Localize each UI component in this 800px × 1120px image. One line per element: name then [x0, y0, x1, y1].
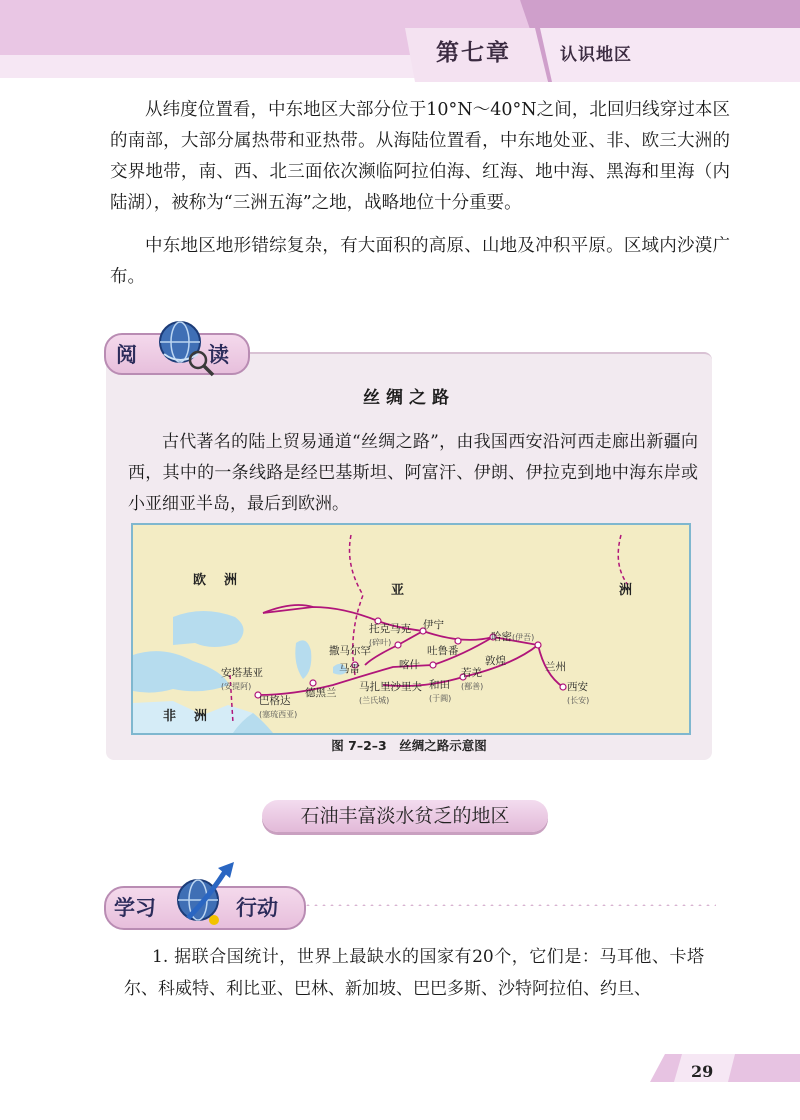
dotted-divider: [304, 904, 716, 906]
chapter-title: 第七章: [436, 40, 511, 66]
learn-label: 学习: [114, 896, 156, 920]
map-city-label: 马雷: [339, 663, 360, 675]
map-region-africa: 非洲: [163, 709, 226, 724]
chapter-subtitle: 认识地区: [560, 45, 632, 65]
paragraph-location: 从纬度位置看，中东地区大部分位于10°N～40°N之间，北回归线穿过本区的南部，大部分属热带和亚热带。从海陆位置看，中东地处亚、非、欧三大洲的交界地带，南、西、北三面依次濒临阿拉伯海、红海、地中海、黑海和里海（内陆湖），被称为“三洲五海”之地，战略地位十分重要。: [110, 100, 730, 213]
reading-text: 古代著名的陆上贸易通道“丝绸之路”，由我国西安沿河西走廊出新疆向西，其中的一条线路是经巴基斯坦、阿富汗、伊朗、伊拉克到地中海东岸或小亚细亚半岛，最后到欧洲。: [128, 432, 698, 514]
map-city-label: 安塔基亚 (安提阿): [221, 667, 263, 691]
map-caption: 图 7–2–3 丝绸之路示意图: [331, 738, 487, 753]
footer-band: [0, 1048, 800, 1088]
map-city-label: 巴格达 (塞琉西亚): [259, 695, 298, 719]
map-city-label: 和田 (于阗): [429, 679, 452, 703]
globe-arrow-icon: [168, 858, 242, 932]
map-region-asia: 亚: [391, 583, 423, 598]
map-city-label: 托克马克 (碎叶): [369, 623, 411, 647]
map-city-label: 马扎里沙里夫 (兰氏城): [359, 681, 422, 705]
section-heading: 石油丰富淡水贫乏的地区: [262, 800, 548, 832]
reading-label-right: 读: [208, 343, 229, 367]
map-city-label: 撒马尔罕: [329, 645, 371, 657]
globe-magnifier-icon: [150, 314, 216, 380]
action-label: 行动: [236, 896, 278, 920]
map-city-label: 喀什: [399, 659, 420, 671]
map-city-label: 哈密(伊吾): [491, 631, 535, 643]
silk-road-map: [131, 523, 691, 735]
map-city-label: 德黑兰: [305, 687, 337, 699]
map-city-label: 若羌 (鄯善): [461, 667, 484, 691]
map-region-asia-2: 洲: [619, 583, 651, 598]
map-city-label: 吐鲁番: [427, 645, 459, 657]
paragraph-terrain: 中东地区地形错综复杂，有大面积的高原、山地及冲积平原。区域内沙漠广布。: [110, 236, 730, 287]
page-number: 29: [691, 1062, 714, 1081]
map-city-label: 西安 (长安): [567, 681, 590, 705]
map-region-europe: 欧洲: [193, 573, 256, 588]
map-city-label: 伊宁: [423, 619, 444, 631]
reading-title: 丝绸之路: [363, 388, 455, 408]
learn-action-text: 1. 据联合国统计，世界上最缺水的国家有20个，它们是：马耳他、卡塔尔、科威特、利比亚、巴林、新加坡、巴巴多斯、沙特阿拉伯、约旦、: [124, 947, 704, 999]
map-city-label: 兰州: [545, 661, 566, 673]
header-band: [0, 0, 800, 88]
map-city-label: 敦煌: [485, 655, 506, 667]
reading-label-left: 阅: [116, 343, 137, 367]
